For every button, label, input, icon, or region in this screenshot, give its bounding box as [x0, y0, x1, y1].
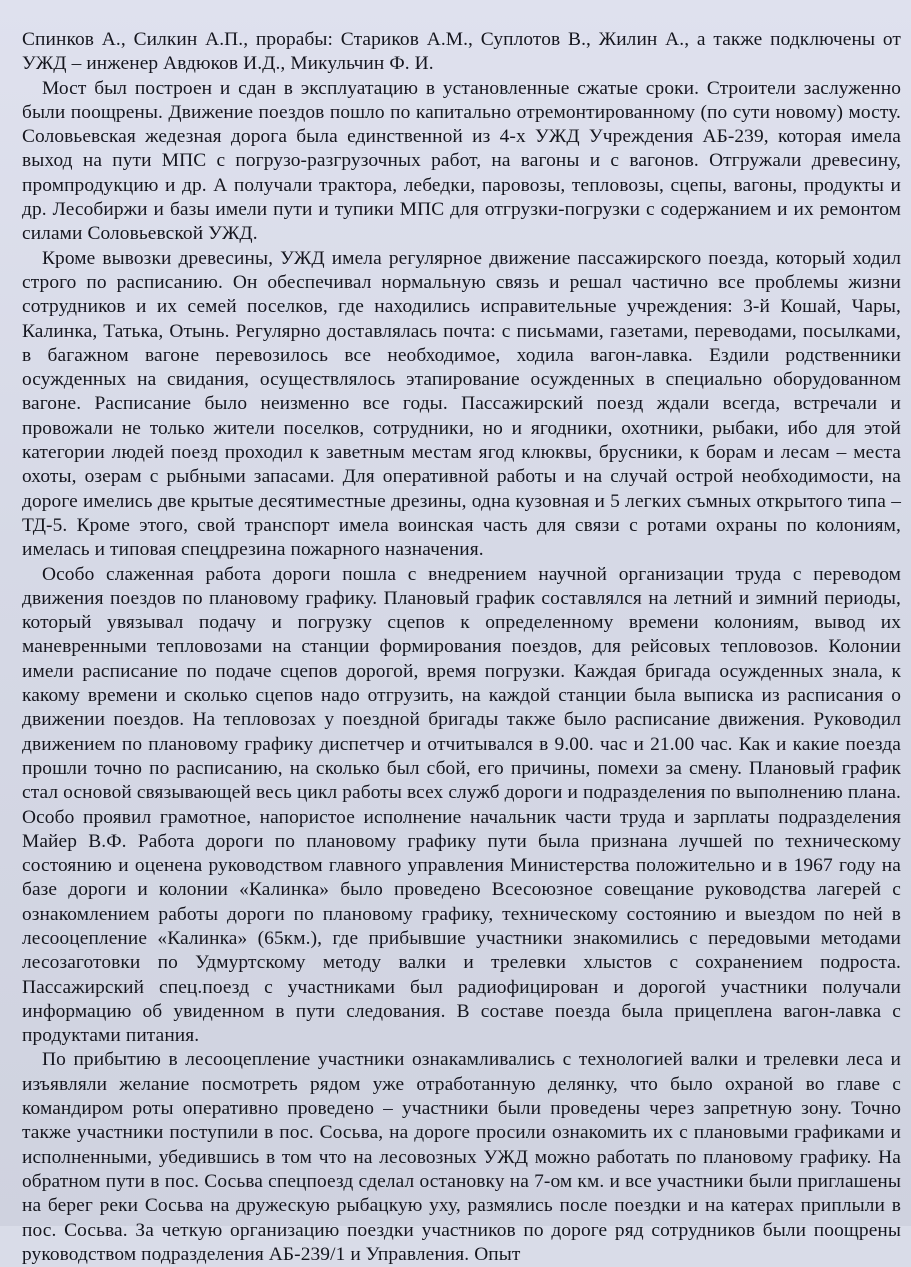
paragraph: Спинков А., Силкин А.П., прорабы: Стариков А.М., Суплотов В., Жилин А., а также подключены от УЖД – инженер Авдюков И.Д., Микульчин Ф. И.	[22, 29, 901, 75]
document-body	[22, 28, 901, 1267]
paragraph: Особо слаженная работа дороги пошла с внедрением научной организации труда с переводом движения поездов по плановому графику. Плановый график составлялся на летний и зимний периоды, который увязывал подачу и погрузку сцепов к определенному времени колониям, вывод их маневренными тепловозами на станции формирования поездов, для рейсовых тепловозов. Колонии имели расписание по подаче сцепов дорогой, время погрузки. Каждая бригада осужденных знала, к какому времени и сколько сцепов надо отгрузить, на каждой станции была выписка из расписания о движении поездов. На тепловозах у поездной бригады также было расписание движения. Руководил движением по плановому графику диспетчер и отчитывался в 9.00. час и 21.00 час. Как и какие поезда прошли точно по расписанию, на сколько был сбой, его причины, помехи за смену. Плановый график стал основой связывающей весь цикл работы всех служб дороги и подразделения по выполнению плана. Особо проявил грамотное, напористое исполнение начальник части труда и зарплаты подразделения Майер В.Ф. Работа дороги по плановому графику пути была признана лучшей по техническому состоянию и оценена руководством главного управления Министерства положительно и в 1967 году на базе дороги и колонии «Калинка» было проведено Всесоюзное совещание руководства лагерей с ознакомлением работы дороги по плановому графику, техническому состоянию и выездом по ней в лесооцепление «Калинка» (65км.), где прибывшие участники знакомились с передовыми методами лесозаготовки по Удмуртскому методу валки и трелевки хлыстов с сохранением подроста. Пассажирский спец.поезд с участниками был радиофицирован и дорогой участники получали информацию об увиденном в пути следования. В составе поезда была прицеплена вагон-лавка с продуктами питания.	[22, 563, 901, 1047]
paragraph: По прибытию в лесооцепление участники ознакамливались с технологией валки и трелевки леса и изъявляли желание посмотреть рядом уже отработанную делянку, что было охраной во главе с командиром роты оперативно проведено – участники были проведены через запретную зону. Точно также участники поступили в пос. Сосьва, на дороге просили ознакомить их с плановыми графиками и исполненными, убедившись в том что на лесовозных УЖД можно работать по плановому графику. На обратном пути в пос. Сосьва спецпоезд сделал остановку на 7-ом км. и все участники были приглашены на берег реки Сосьва на дружескую рыбацкую уху, размялись после поездки и на катерах приплыли в пос. Сосьва. За четкую организацию поездки участников по дороге ряд сотрудников были поощрены руководством подразделения АБ-239/1 и Управления. Опыт	[22, 1049, 901, 1265]
paragraph: Мост был построен и сдан в эксплуатацию в установленные сжатые сроки. Строители заслуженно были поощрены. Движение поездов пошло по капитально отремонтированному (по сути новому) мосту. Соловьевская жедезная дорога была единственной из 4-х УЖД Учреждения АБ-239, которая имела выход на пути МПС с погрузо-разгрузочных работ, на вагоны и с вагонов. Отгружали древесину, промпродукцию и др. А получали трактора, лебедки, паровозы, тепловозы, сцепы, вагоны, продукты и др. Лесобиржи и базы имели пути и тупики МПС для отгрузки-погрузки с содержанием и их ремонтом силами Соловьевской УЖД.	[22, 77, 901, 245]
paragraph: Кроме вывозки древесины, УЖД имела регулярное движение пассажирского поезда, который ходил строго по расписанию. Он обеспечивал нормальную связь и решал частично все проблемы жизни сотрудников и их семей поселков, где находились исправительные учреждения: 3-й Кошай, Чары, Калинка, Татька, Отынь. Регулярно доставлялась почта: с письмами, газетами, переводами, посылками, в багажном вагоне перевозилось все необходимое, ходила вагон-лавка. Ездили родственники осужденных на свидания, осуществлялось этапирование осужденных в специально оборудованном вагоне. Расписание было неизменно все годы. Пассажирский поезд ждали всегда, встречали и провожали не только жители поселков, сотрудники, но и ягодники, охотники, рыбаки, ибо для этой категории людей поезд проходил к заветным местам ягод клюквы, брусники, к борам и лесам – места охоты, озерам с рыбными запасами. Для оперативной работы и на случай острой необходимости, на дороге имелись две крытые десятиместные дрезины, одна кузовная и 5 легких съмных открытого типа – ТД-5. Кроме этого, свой транспорт имела воинская часть для связи с ротами охраны по колониям, имелась и типовая спецдрезина пожарного назначения.	[22, 247, 901, 561]
